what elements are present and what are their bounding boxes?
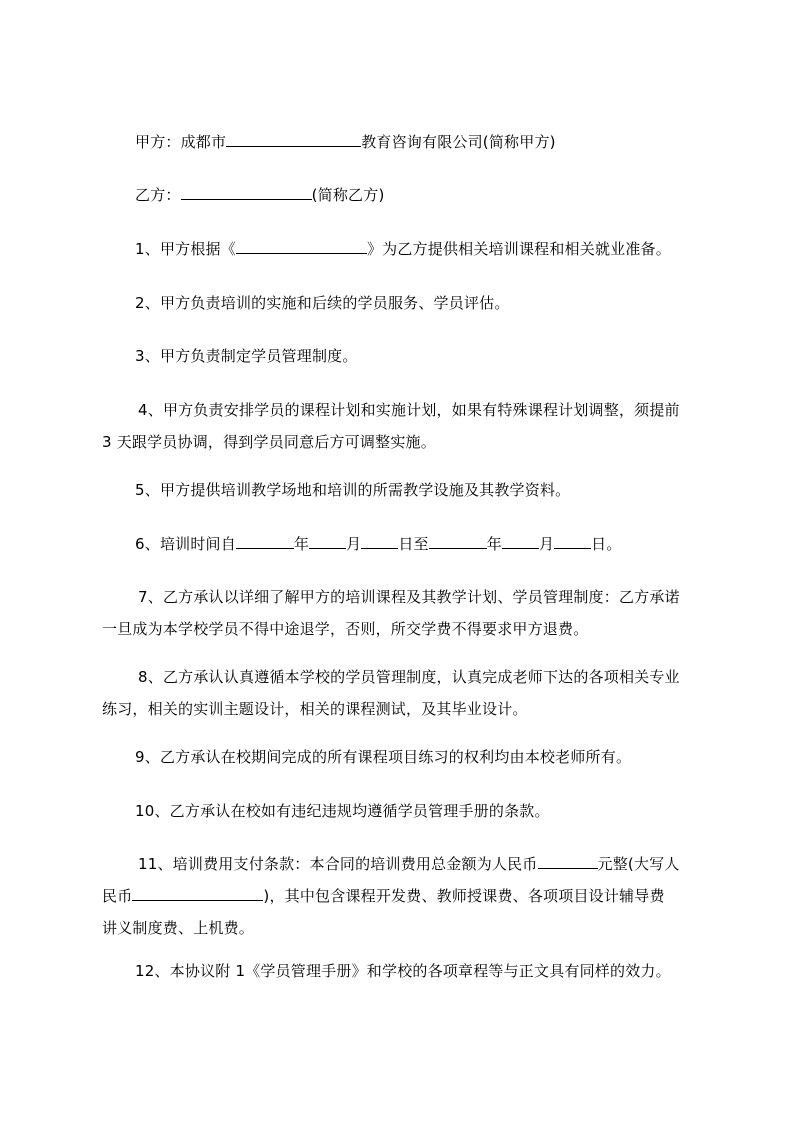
end-day-blank[interactable] bbox=[554, 533, 591, 549]
clause-6-day-end: 日。 bbox=[591, 535, 622, 553]
clause-6 bbox=[135, 528, 735, 560]
clause-11-line-2-suffix: )，其中包含课程开发费、教师授课费、各项项目设计辅导费 bbox=[263, 887, 665, 905]
party-b-line bbox=[135, 179, 735, 211]
clause-4-line-2: 3 天跟学员协调，得到学员同意后方可调整实施。 bbox=[102, 433, 436, 451]
end-month-blank[interactable] bbox=[502, 533, 539, 549]
clause-7 bbox=[102, 581, 702, 645]
clause-9: 9、乙方承认在校期间完成的所有课程项目练习的权利均由本校老师所有。 bbox=[135, 748, 632, 766]
clause-6-prefix: 6、培训时间自 bbox=[135, 535, 236, 553]
party-a-line bbox=[135, 126, 735, 158]
clause-2: 2、甲方负责培训的实施和后续的学员服务、学员评估。 bbox=[135, 294, 510, 312]
party-a-label: 甲方：成都市 bbox=[135, 133, 227, 151]
clause-6-month: 月 bbox=[346, 535, 362, 553]
clause-1-course-blank[interactable] bbox=[236, 238, 367, 254]
clause-11-line-1 bbox=[102, 848, 702, 880]
start-year-blank[interactable] bbox=[236, 533, 294, 549]
party-a-suffix: 教育咨询有限公司(简称甲方) bbox=[361, 133, 556, 151]
party-b-suffix: (简称乙方) bbox=[311, 186, 385, 204]
clause-5: 5、甲方提供培训教学场地和培训的所需教学设施及其教学资料。 bbox=[135, 481, 571, 499]
clause-11-line-1-suffix: 元整(大写人 bbox=[597, 855, 680, 873]
party-b-name-blank[interactable] bbox=[181, 184, 312, 200]
clause-11-line-2 bbox=[102, 880, 702, 912]
amount-blank[interactable] bbox=[538, 853, 598, 869]
clause-3: 3、甲方负责制定学员管理制度。 bbox=[135, 347, 358, 365]
clause-12: 12、本协议附 1《学员管理手册》和学校的各项章程等与正文具有同样的效力。 bbox=[135, 962, 671, 980]
end-year-blank[interactable] bbox=[429, 533, 487, 549]
clause-11-line-1-prefix: 11、培训费用支付条款：本合同的培训费用总金额为人民币 bbox=[138, 855, 538, 873]
clause-4 bbox=[102, 394, 702, 458]
clause-6-year: 年 bbox=[293, 535, 310, 553]
clause-11-line-3: 讲义制度费、上机费。 bbox=[102, 919, 255, 937]
amount-uppercase-blank[interactable] bbox=[132, 885, 263, 901]
party-b-label: 乙方： bbox=[135, 186, 181, 204]
start-day-blank[interactable] bbox=[361, 533, 398, 549]
clause-1-suffix: 》为乙方提供相关培训课程和相关就业准备。 bbox=[366, 240, 671, 258]
clause-8 bbox=[102, 661, 702, 725]
start-month-blank[interactable] bbox=[309, 533, 346, 549]
clause-1-prefix: 1、甲方根据《 bbox=[135, 240, 236, 258]
clause-11 bbox=[102, 848, 702, 944]
clause-7-line-1: 7、乙方承认以详细了解甲方的培训课程及其教学计划、学员管理制度：乙方承诺 bbox=[138, 588, 680, 606]
clause-11-line-2-prefix: 民币 bbox=[102, 887, 133, 905]
clause-7-line-2: 一旦成为本学校学员不得中途退学，否则，所交学费不得要求甲方退费。 bbox=[102, 620, 589, 638]
party-a-name-blank[interactable] bbox=[226, 131, 361, 147]
clause-6-month-2: 月 bbox=[538, 535, 555, 553]
clause-6-day-to: 日至 bbox=[398, 535, 429, 553]
clause-8-line-1: 8、乙方承认认真遵循本学校的学员管理制度，认真完成老师下达的各项相关专业 bbox=[138, 668, 680, 686]
clause-8-line-2: 练习，相关的实训主题设计，相关的课程测试，及其毕业设计。 bbox=[102, 700, 528, 718]
clause-4-line-1: 4、甲方负责安排学员的课程计划和实施计划，如果有特殊课程计划调整，须提前 bbox=[138, 401, 680, 419]
clause-6-year-2: 年 bbox=[486, 535, 502, 553]
clause-10: 10、乙方承认在校如有违纪违规均遵循学员管理手册的条款。 bbox=[135, 802, 550, 820]
clause-1 bbox=[135, 233, 735, 265]
